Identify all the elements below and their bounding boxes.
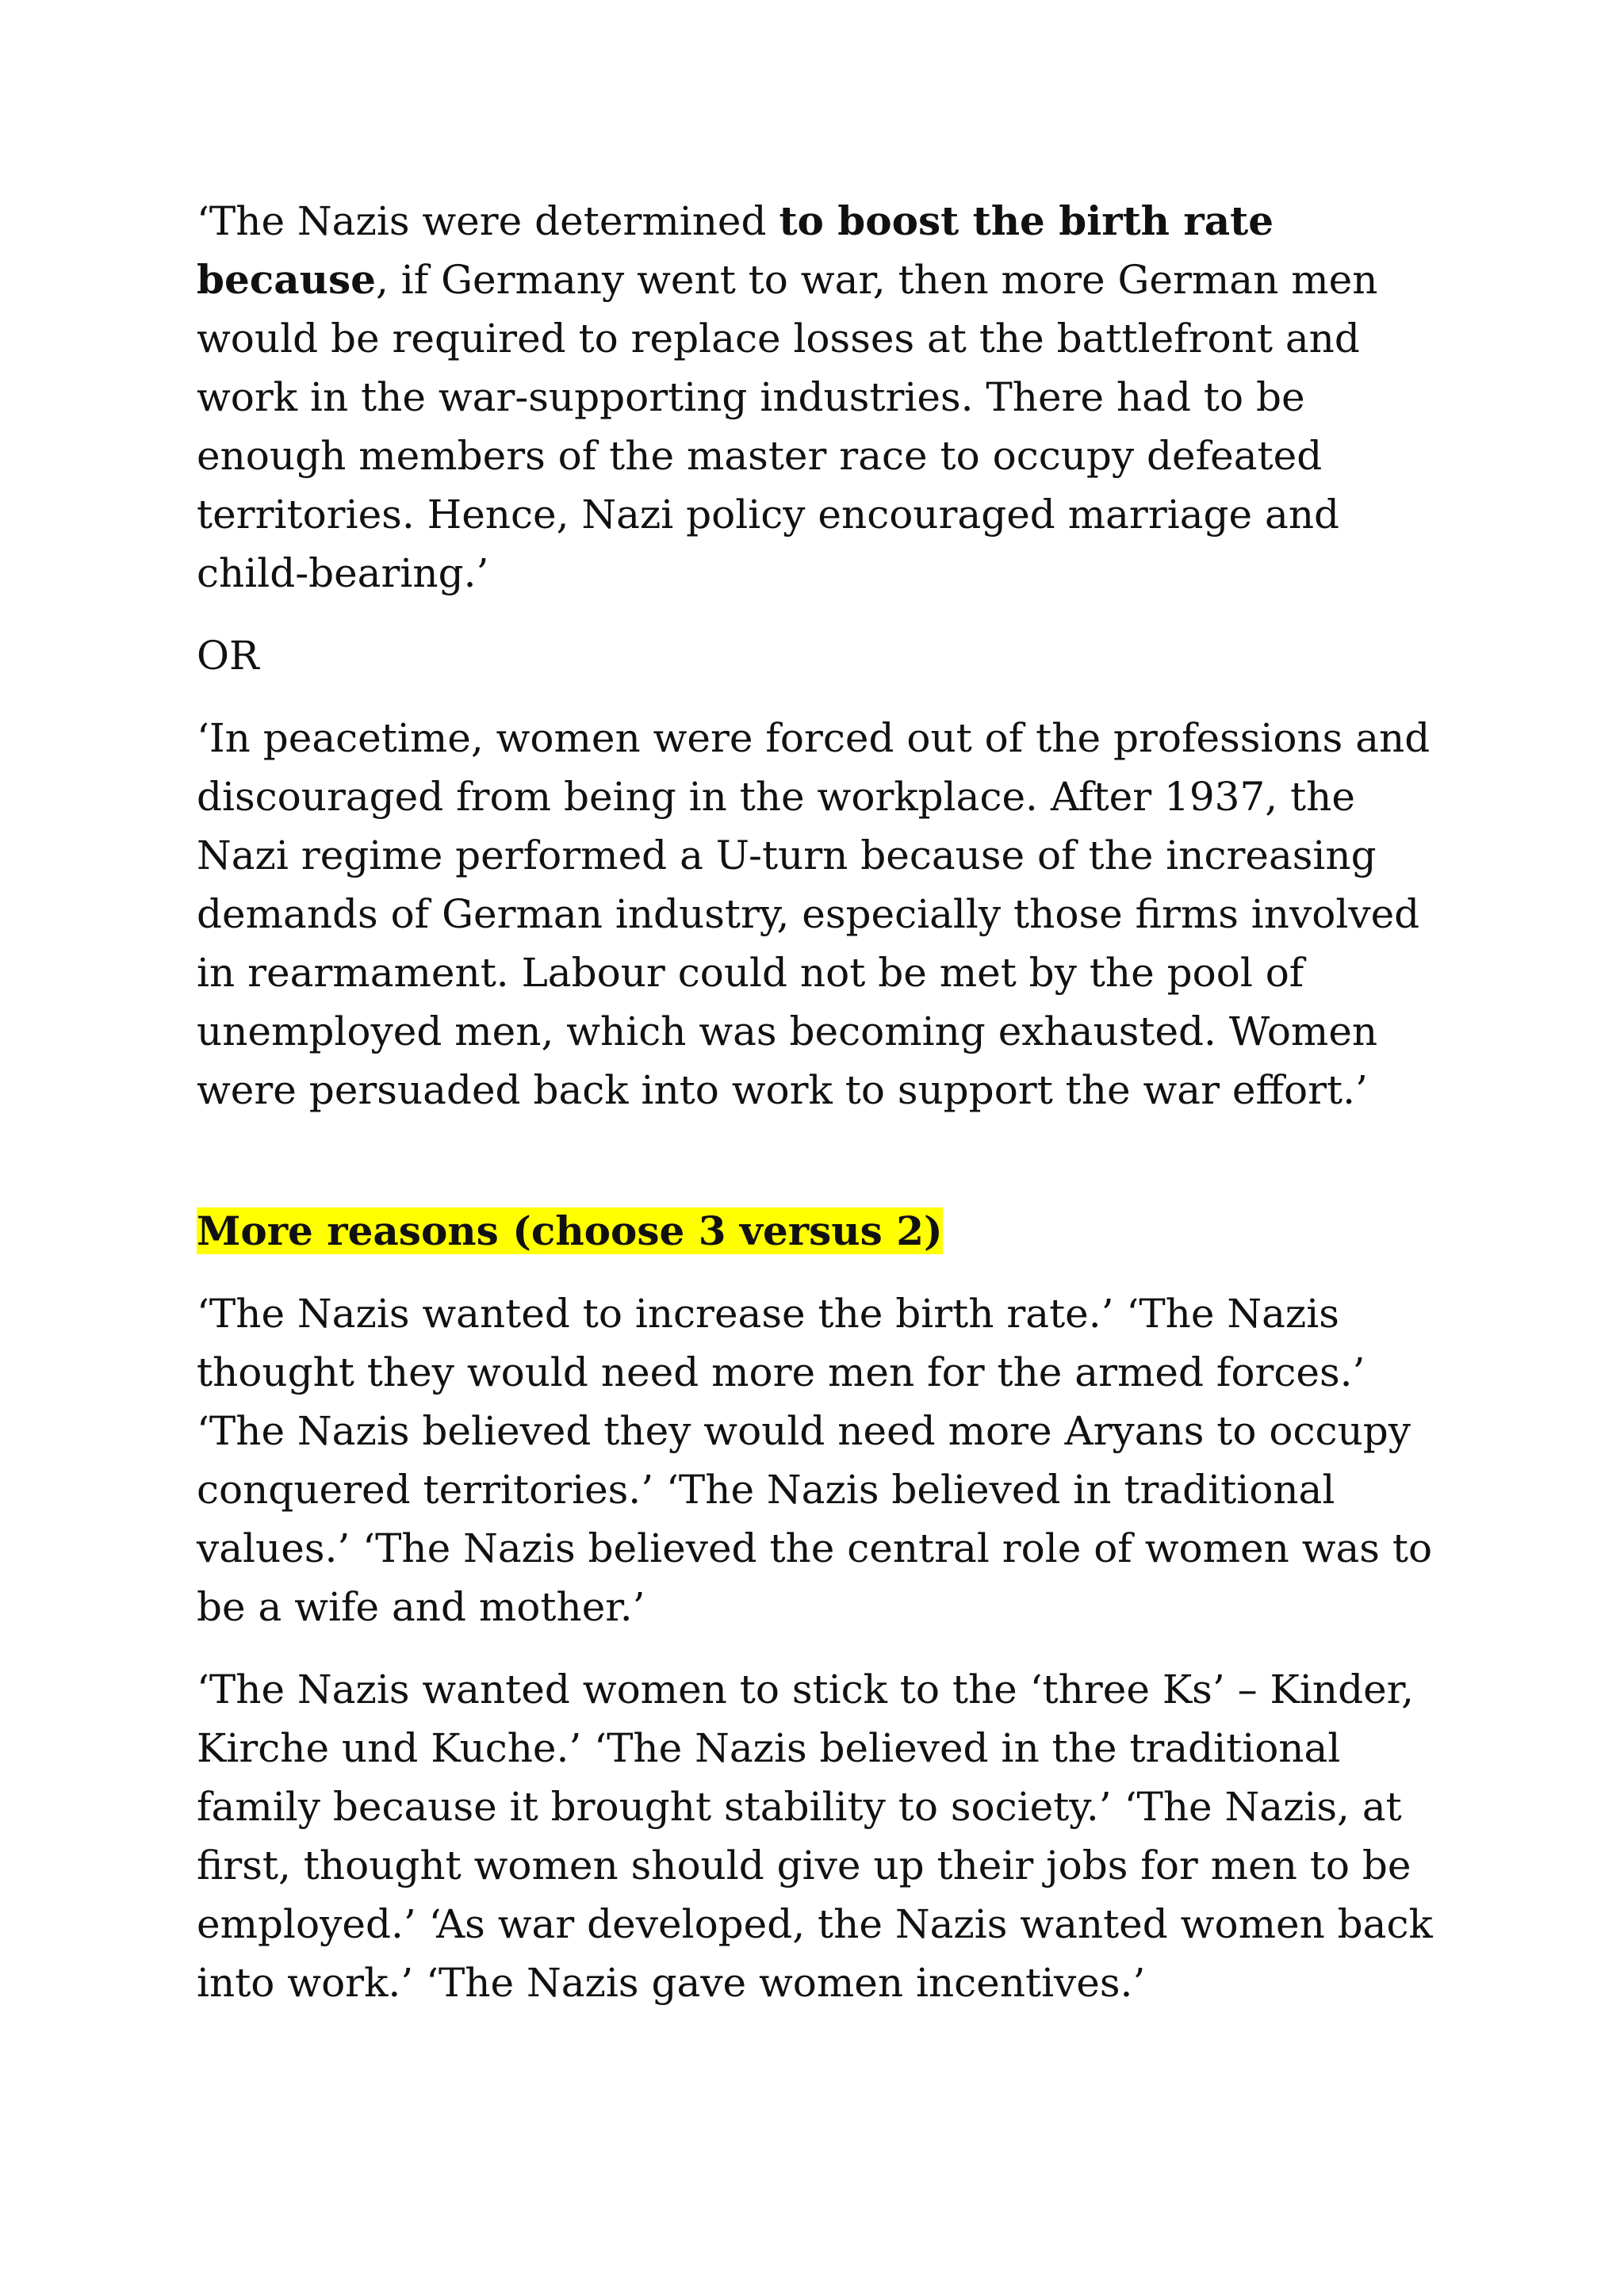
section-spacer: [197, 1143, 1442, 1202]
quote-birth-rate-start: ‘The Nazis were determined: [197, 198, 779, 244]
more-reasons-heading: [197, 1202, 1442, 1261]
document-page: [197, 192, 1442, 2012]
quote-birth-rate-bold: to boost the birth rate because: [197, 197, 1274, 303]
or-label: OR: [197, 633, 259, 679]
reasons-paragraph-2: ‘The Nazis wanted women to stick to the ‘three Ks’ – Kinder, Kirche und Kuche.’ ‘The Nazis believed in the traditional family because it brought stability to society.’ ‘The Nazis, at first, thought women should give up their jobs for men to be employed.’ ‘As war developed, the Nazis wanted women back into work.’ ‘The Nazis gave women incentives.’: [197, 1667, 1433, 2006]
quote-peacetime: ‘In peacetime, women were forced out of the professions and discouraged from being in the workplace. After 1937, the Nazi regime performed a U-turn because of the increasing demands of German industry, especially those firms involved in rearmament. Labour could not be met by the pool of unemployed men, which was becoming exhausted. Women were persuaded back into work to support the war effort.’: [197, 715, 1431, 1113]
quote-birth-rate-end: , if Germany went to war, then more German men would be required to replace losses at the battlefront and work in the war-supporting industries. There had to be enough members of the master race to occupy defeated territories. Hence, Nazi policy encouraged marriage and child-bearing.’: [197, 257, 1378, 596]
more-reasons-highlight: More reasons (choose 3 versus 2): [197, 1207, 943, 1254]
reasons-paragraph-1: ‘The Nazis wanted to increase the birth rate.’ ‘The Nazis thought they would need more men for the armed forces.’ ‘The Nazis believed they would need more Aryans to occupy conquered territories.’ ‘The Nazis believed in traditional values.’ ‘The Nazis believed the central role of women was to be a wife and mother.’: [197, 1291, 1433, 1630]
quote-birth-rate: [197, 192, 1442, 603]
